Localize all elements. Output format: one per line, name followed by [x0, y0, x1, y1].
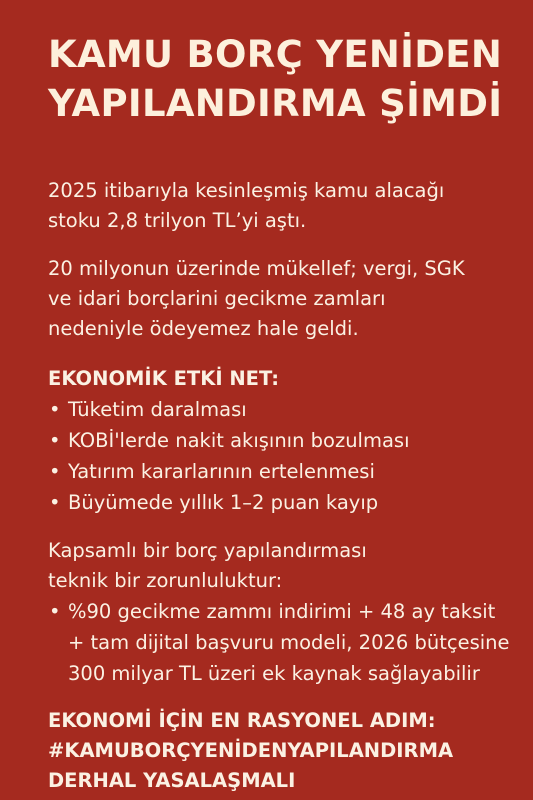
proposal-item-line-1: %90 gecikme zammı indirimi + 48 ay taksit: [68, 600, 496, 623]
taxpayers-paragraph: [48, 254, 518, 344]
intro-paragraph: [48, 176, 518, 236]
bullet-icon: •: [49, 600, 61, 623]
bullet-icon: •: [49, 460, 61, 483]
intro-line-2: stoku 2,8 trilyon TL’yi aştı.: [48, 209, 307, 232]
taxpayers-line-1: 20 milyonun üzerinde mükellef; vergi, SGK: [48, 257, 465, 280]
impact-list: [48, 394, 518, 518]
proposal-item-line-2: + tam dijital başvuru modeli, 2026 bütçesine: [68, 631, 510, 654]
closing-statement: [48, 706, 528, 796]
bullet-icon: •: [49, 429, 61, 452]
impact-title: EKONOMİK ETKİ NET:: [48, 367, 280, 390]
proposal-line-2: teknik bir zorunluluktur:: [48, 569, 283, 592]
impact-item-text: Tüketim daralması: [68, 398, 247, 421]
impact-item-text: Büyümede yıllık 1–2 puan kayıp: [68, 491, 379, 514]
closing-hashtag: #KAMUBORÇYENİDENYAPILANDIRMA: [48, 739, 454, 762]
impact-item-text: KOBİ'lerde nakit akışının bozulması: [68, 429, 410, 452]
intro-line-1: 2025 itibarıyla kesinleşmiş kamu alacağı: [48, 179, 445, 202]
bullet-icon: •: [49, 491, 61, 514]
bullet-icon: •: [49, 398, 61, 421]
closing-line-1: EKONOMİ İÇİN EN RASYONEL ADIM:: [48, 709, 436, 732]
headline: [48, 30, 518, 128]
proposal-item-line-3: 300 milyar TL üzeri ek kaynak sağlayabilir: [68, 662, 480, 685]
list-item: [48, 425, 518, 456]
taxpayers-line-3: nedeniyle ödeyemez hale geldi.: [48, 317, 359, 340]
list-item: [48, 487, 518, 518]
proposal-list: [48, 596, 518, 689]
list-item: [48, 456, 518, 487]
list-item: [48, 596, 518, 689]
closing-line-3: DERHAL YASALAŞMALI: [48, 769, 296, 792]
proposal-line-1: Kapsamlı bir borç yapılandırması: [48, 539, 367, 562]
list-item: [48, 394, 518, 425]
headline-line-2: YAPILANDIRMA ŞİMDİ: [48, 82, 503, 125]
proposal-paragraph: [48, 536, 518, 596]
impact-item-text: Yatırım kararlarının ertelenmesi: [68, 460, 375, 483]
taxpayers-line-2: ve idari borçlarini gecikme zamları: [48, 287, 386, 310]
headline-line-1: KAMU BORÇ YENİDEN: [48, 33, 503, 76]
